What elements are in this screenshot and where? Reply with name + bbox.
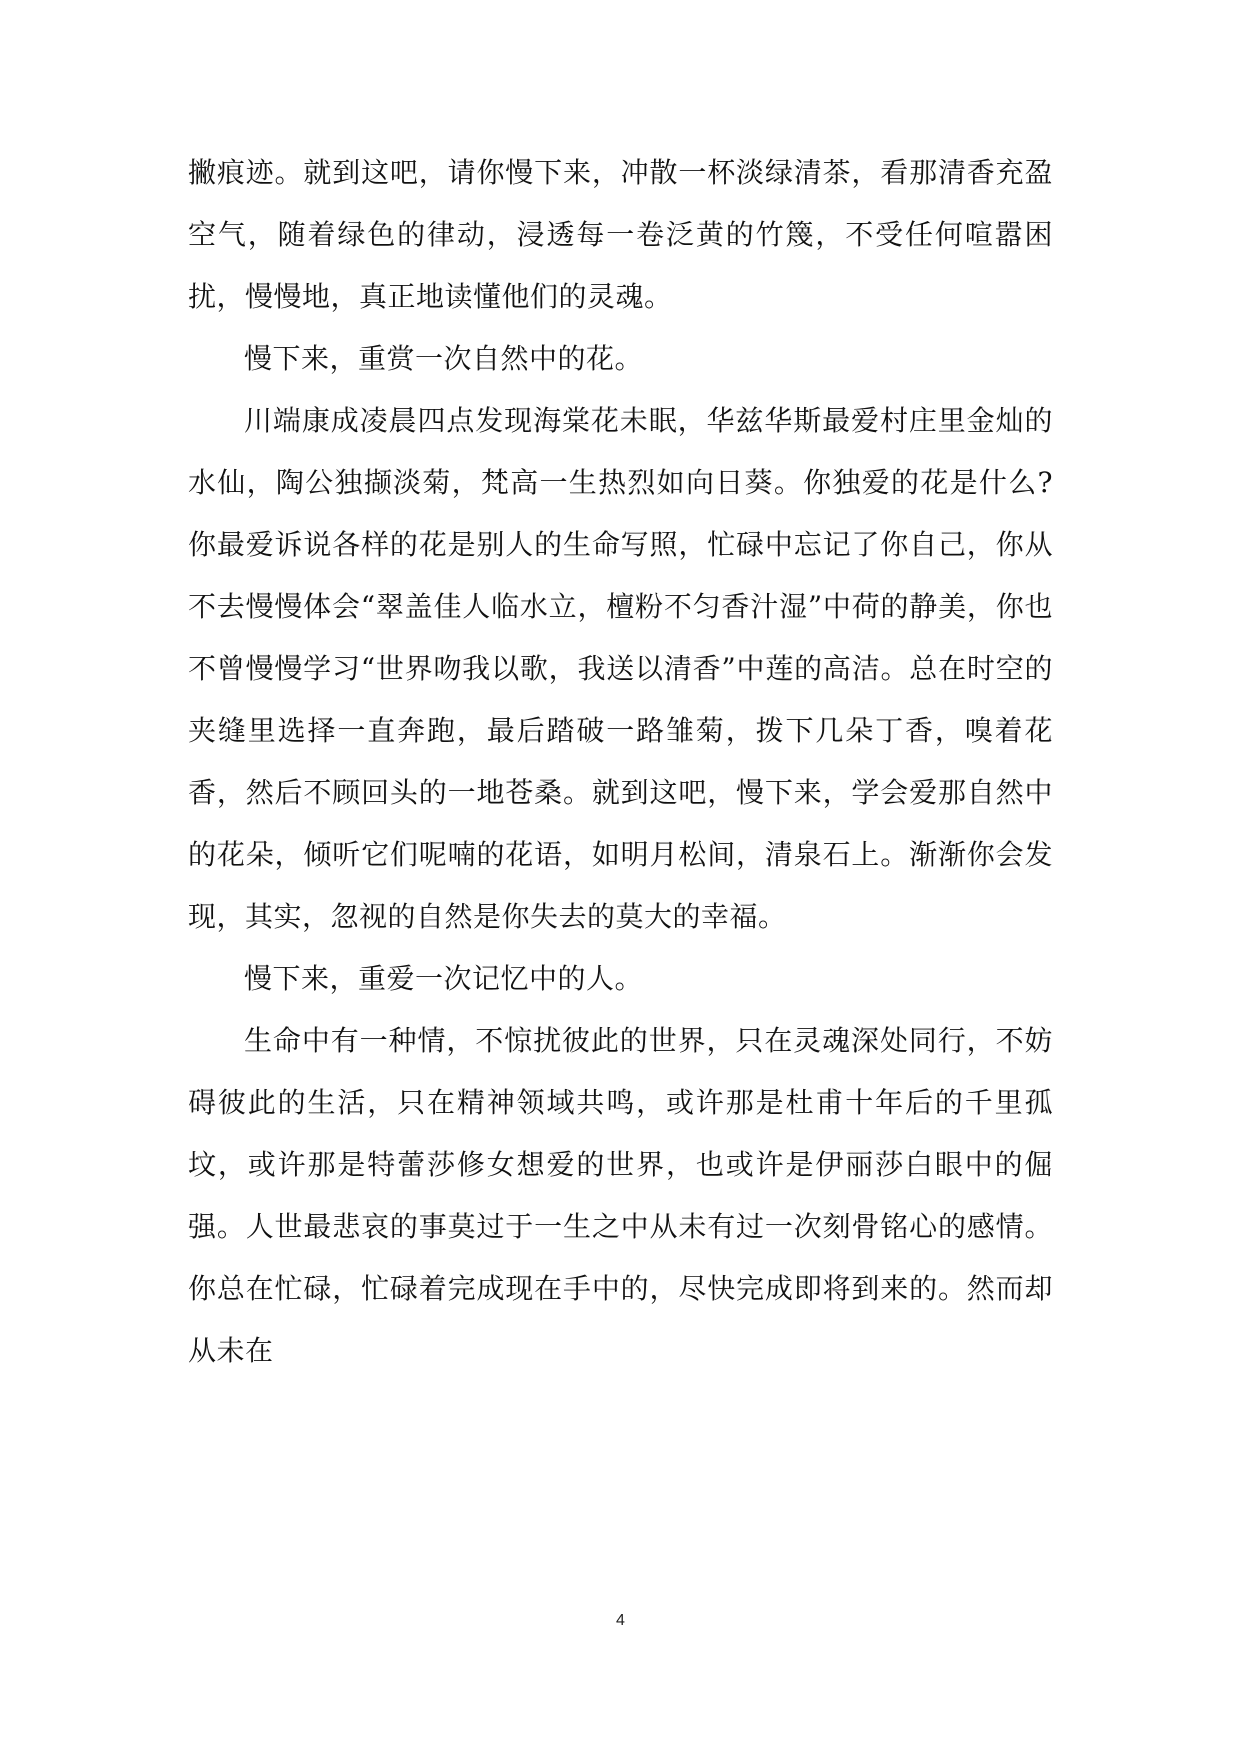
body-text: [188, 142, 1053, 1382]
paragraph-2-heading: 慢下来，重赏一次自然中的花。: [244, 342, 644, 375]
paragraph-4-heading: 慢下来，重爱一次记忆中的人。: [244, 962, 644, 995]
paragraph-1: 撇痕迹。就到这吧，请你慢下来，冲散一杯淡绿清茶，看那清香充盈空气，随着绿色的律动，浸透每一卷泛黄的竹篾，不受任何喧嚣困扰，慢慢地，真正地读懂他们的灵魂。: [188, 156, 1053, 313]
paragraph-3: 川端康成凌晨四点发现海棠花未眠，华兹华斯最爱村庄里金灿的水仙，陶公独撷淡菊，梵高一生热烈如向日葵。你独爱的花是什么?你最爱诉说各样的花是别人的生命写照，忙碌中忘记了你自己，你从不去慢慢体会“翠盖佳人临水立，檀粉不匀香汁湿”中荷的静美，你也不曾慢慢学习“世界吻我以歌，我送以清香”中莲的高洁。总在时空的夹缝里选择一直奔跑，最后踏破一路雏菊，拨下几朵丁香，嗅着花香，然后不顾回头的一地苍桑。就到这吧，慢下来，学会爱那自然中的花朵，倾听它们呢喃的花语，如明月松间，清泉石上。渐渐你会发现，其实，忽视的自然是你失去的莫大的幸福。: [188, 404, 1053, 933]
paragraph-5: 生命中有一种情，不惊扰彼此的世界，只在灵魂深处同行，不妨碍彼此的生活，只在精神领域共鸣，或许那是杜甫十年后的千里孤坟，或许那是特蕾莎修女想爱的世界，也或许是伊丽莎白眼中的倔强。人世最悲哀的事莫过于一生之中从未有过一次刻骨铭心的感情。你总在忙碌，忙碌着完成现在手中的，尽快完成即将到来的。然而却从未在: [188, 1024, 1053, 1367]
page-number: 4: [616, 1612, 625, 1629]
